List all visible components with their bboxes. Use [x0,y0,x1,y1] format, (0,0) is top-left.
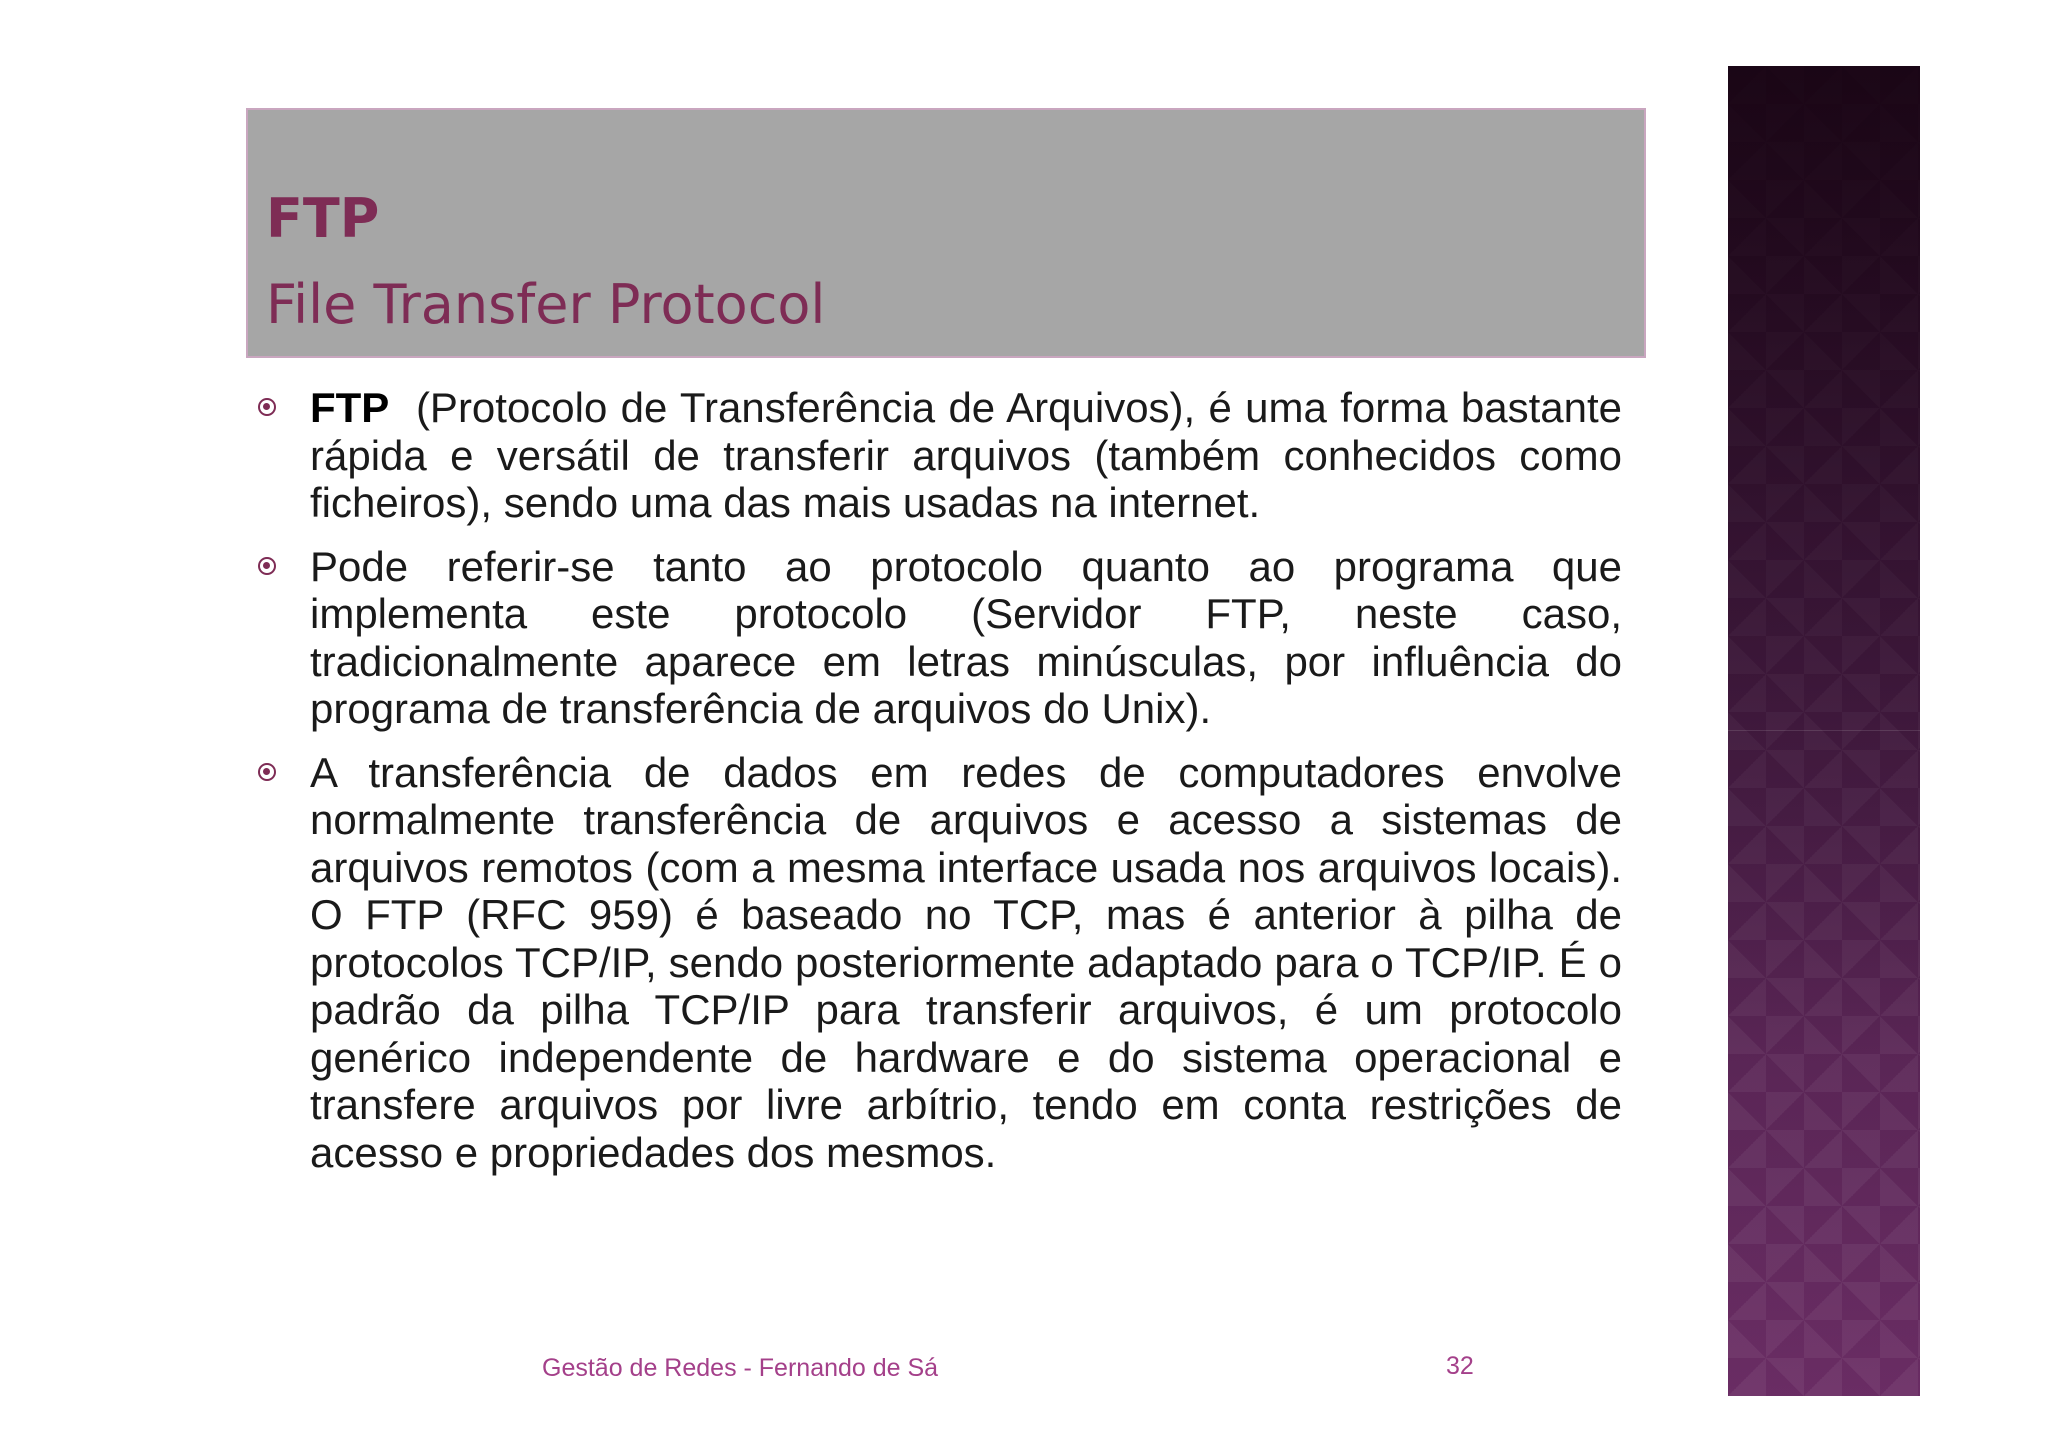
bullet-item [256,384,1634,527]
bullet-text: (Protocolo de Transferência de Arquivos), é uma forma bastante rápida e versátil de transferir arquivos (também conhecidos como ficheiros), sendo uma das mais usadas na internet. [310,384,1634,526]
page-number: 32 [1446,1352,1474,1380]
title-box [246,108,1646,358]
bullet-circle-icon [258,557,276,575]
bullet-circle-icon [258,763,276,781]
bullet-item [256,543,1622,733]
bullet-item [256,749,1622,1177]
bullet-text: A transferência de dados em redes de computadores envolve normalmente transferência de arquivos e acesso a sistemas de arquivos remotos (com a mesma interface usada nos arquivos locais). O FTP (RFC 959) é baseado no TCP, mas é anterior à pilha de protocolos TCP/IP, sendo posteriormente adaptado para o TCP/IP. É o padrão da pilha TCP/IP para transferir arquivos, é um protocolo genérico independente de hardware e do sistema operacional e transfere arquivos por livre arbítrio, tendo em conta restrições de acesso e propriedades dos mesmos. [310,748,1622,1176]
slide-subtitle: File Transfer Protocol [266,273,826,336]
decorative-side-band [1728,66,1920,1396]
bullet-circle-icon [258,398,276,416]
slide-title: FTP [266,187,380,250]
bullet-list [256,384,1634,1192]
bullet-text: Pode referir-se tanto ao protocolo quanto ao programa que implementa este protocolo (Servidor FTP, neste caso, tradicionalmente aparece em letras minúsculas, por influência do programa de transferência de arquivos do Unix). [310,542,1622,732]
side-band-seam [1728,730,1920,731]
footer-author: Gestão de Redes - Fernando de Sá [542,1354,939,1382]
bullet-bold-lead: FTP [310,384,390,431]
